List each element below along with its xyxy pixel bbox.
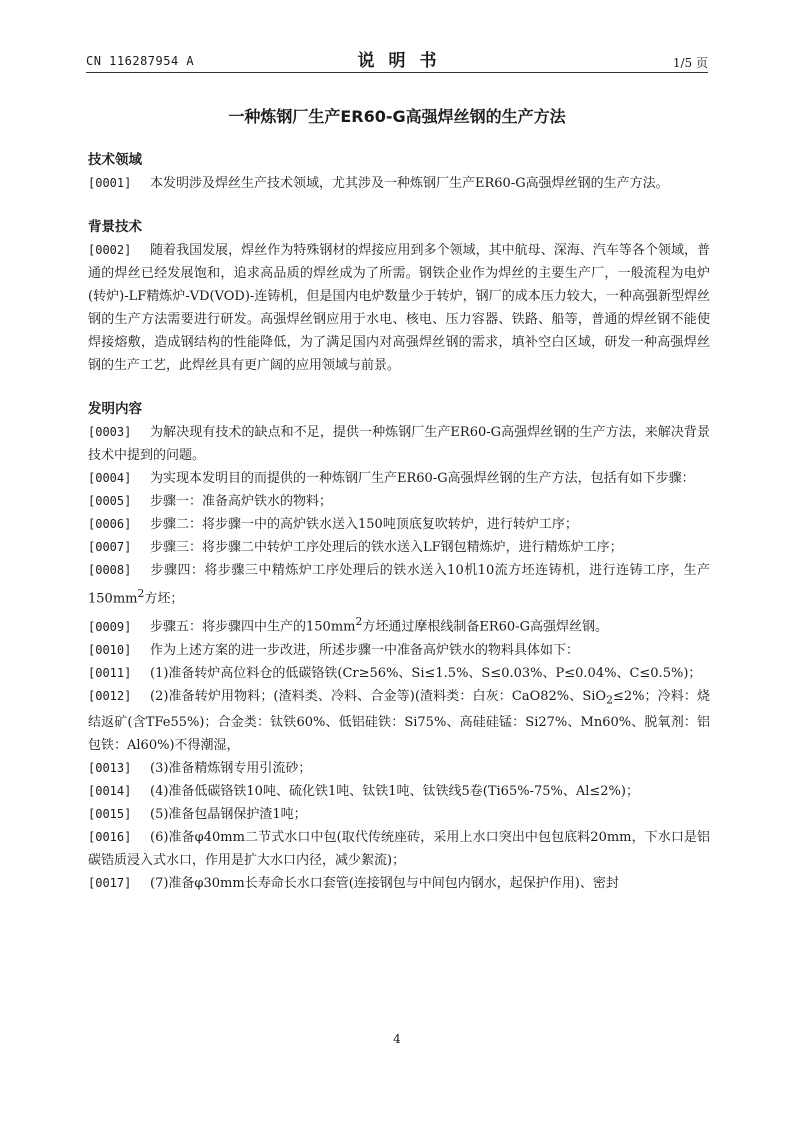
- paragraph-text: 为解决现有技术的缺点和不足，提供一种炼钢厂生产ER60-G高强焊丝钢的生产方法，来解决背景技术中提到的问题。: [88, 425, 710, 463]
- paragraph-0005: [88, 490, 710, 513]
- document-title: 一种炼钢厂生产ER60-G高强焊丝钢的生产方法: [228, 107, 566, 126]
- paragraph-text: (1)准备转炉高位料仓的低碳铬铁(Cr≥56%、Si≤1.5%、S≤0.03%、P≤0.04%、C≤0.5%)；: [150, 665, 702, 681]
- paragraph-text: 作为上述方案的进一步改进，所述步骤一中准备高炉铁水的物料具体如下：: [150, 642, 580, 658]
- paragraph-number: [0006]: [88, 517, 132, 531]
- paragraph-number: [0017]: [88, 876, 132, 891]
- paragraph-0001: [88, 172, 710, 195]
- paragraph-0014: [88, 780, 710, 803]
- paragraph-number: [0007]: [88, 540, 132, 554]
- paragraph-0011: [88, 662, 710, 685]
- document-body: [88, 148, 710, 895]
- paragraph-0012: [88, 685, 710, 758]
- paragraph-number: [0001]: [88, 176, 132, 190]
- paragraph-text: (6)准备φ40mm二节式水口中包(取代传统座砖，采用上水口突出中包包底料20mm，下水口是铝碳锆质浸入式水口，作用是扩大水口内径，减少絮流)；: [88, 830, 710, 869]
- paragraph-number: [0002]: [88, 243, 132, 257]
- paragraph-text: 步骤三：将步骤二中转炉工序处理后的铁水送入LF钢包精炼炉，进行精炼炉工序；: [150, 540, 623, 555]
- paragraph-text: (3)准备精炼钢专用引流砂；: [150, 761, 312, 777]
- paragraph-text: ≤2%；冷料：烧结返矿(含TFe55%)；合金类：钛铁60%、低铝硅铁：Si75%、高硅硅锰：Si27%、Mn60%、脱氧剂：铝包铁：Al60%)不得潮湿，: [88, 688, 710, 754]
- paragraph-text: 步骤四：将步骤三中精炼炉工序处理后的铁水送入10机10流方坯连铸机，进行连铸工序，生产150mm: [88, 563, 710, 607]
- paragraph-0004: [88, 467, 710, 490]
- paragraph-text: 为实现本发明目的而提供的一种炼钢厂生产ER60-G高强焊丝钢的生产方法，包括有如下步骤：: [150, 471, 695, 486]
- paragraph-0007: [88, 536, 710, 559]
- paragraph-text: 本发明涉及焊丝生产技术领域，尤其涉及一种炼钢厂生产ER60-G高强焊丝钢的生产方法。: [150, 176, 669, 191]
- page-indicator: 1/5 页: [672, 56, 708, 70]
- subscript: 2: [606, 693, 613, 707]
- section-heading-background: 背景技术: [88, 219, 142, 235]
- section-heading-content: 发明内容: [88, 401, 142, 417]
- paragraph-0017: [88, 872, 710, 895]
- paragraph-number: [0008]: [88, 563, 132, 577]
- paragraph-text: 步骤二：将步骤一中的高炉铁水送入150吨顶底复吹转炉，进行转炉工序；: [150, 517, 578, 532]
- section-gap: [88, 195, 710, 215]
- paragraph-0013: [88, 757, 710, 780]
- paragraph-number: [0004]: [88, 471, 132, 485]
- paragraph-0006: [88, 513, 710, 536]
- paragraph-number: [0009]: [88, 619, 132, 634]
- paragraph-0010: [88, 639, 710, 662]
- paragraph-text: (2)准备转炉用物料；(渣料类、冷料、合金等)(渣料类：白灰：CaO82%、SiO: [150, 688, 607, 704]
- paragraph-number: [0016]: [88, 830, 132, 845]
- paragraph-text: 步骤五：将步骤四中生产的150mm: [150, 619, 356, 635]
- paragraph-number: [0011]: [88, 665, 132, 680]
- paragraph-number: [0003]: [88, 425, 132, 439]
- paragraph-0016: [88, 826, 710, 872]
- paragraph-text: 方坯；: [144, 591, 184, 607]
- header-divider: [86, 72, 708, 73]
- paragraph-text: (7)准备φ30mm长寿命长水口套管(连接钢包与中间包内钢水，起保护作用)、密封: [150, 876, 619, 892]
- section-gap: [88, 377, 710, 397]
- paragraph-number: [0015]: [88, 807, 132, 822]
- paragraph-text: 方坯通过摩根线制备ER60-G高强焊丝钢。: [362, 619, 608, 635]
- superscript: 2: [355, 615, 363, 629]
- paragraph-number: [0013]: [88, 761, 132, 776]
- paragraph-text: 步骤一：准备高炉铁水的物料；: [150, 494, 333, 509]
- paragraph-number: [0012]: [88, 688, 132, 703]
- superscript: 2: [137, 587, 145, 600]
- paragraph-number: [0014]: [88, 784, 132, 799]
- paragraph-text: (4)准备低碳铬铁10吨、硫化铁1吨、钛铁1吨、钛铁线5卷(Ti65%-75%、Al≤2%)；: [150, 784, 639, 800]
- page-number: 4: [393, 1032, 401, 1046]
- paragraph-0003: [88, 421, 710, 467]
- paragraph-text: 随着我国发展，焊丝作为特殊钢材的焊接应用到多个领域，其中航母、深海、汽车等各个领域，普通的焊丝已经发展饱和，追求高品质的焊丝成为了所需。钢铁企业作为焊丝的主要生产厂，一般流程为电炉(转炉)-LF精炼炉-VD(VOD)-连铸机，但是国内电炉数量少于转炉，钢厂的成本压力较大，一种高强新型焊丝钢的生产方法需要进行研发。高强焊丝钢应用于水电、核电、压力容器、铁路、船等，普通的焊丝钢不能使焊接熔敷，造成钢结构的性能降低，为了满足国内对高强焊丝钢的需求，填补空白区域，研发一种高强焊丝钢的生产工艺，此焊丝具有更广阔的应用领域与前景。: [88, 243, 710, 373]
- paragraph-0002: [88, 239, 710, 377]
- paragraph-0015: [88, 803, 710, 826]
- paragraph-0008: [88, 559, 710, 610]
- paragraph-number: [0005]: [88, 494, 132, 508]
- document-type-heading: 说明书: [357, 51, 451, 71]
- paragraph-0009: [88, 610, 710, 638]
- section-heading-tech-field: 技术领域: [88, 152, 142, 168]
- paragraph-text: (5)准备包晶钢保护渣1吨；: [150, 807, 307, 823]
- patent-number: CN 116287954 A: [86, 54, 195, 68]
- paragraph-number: [0010]: [88, 642, 132, 657]
